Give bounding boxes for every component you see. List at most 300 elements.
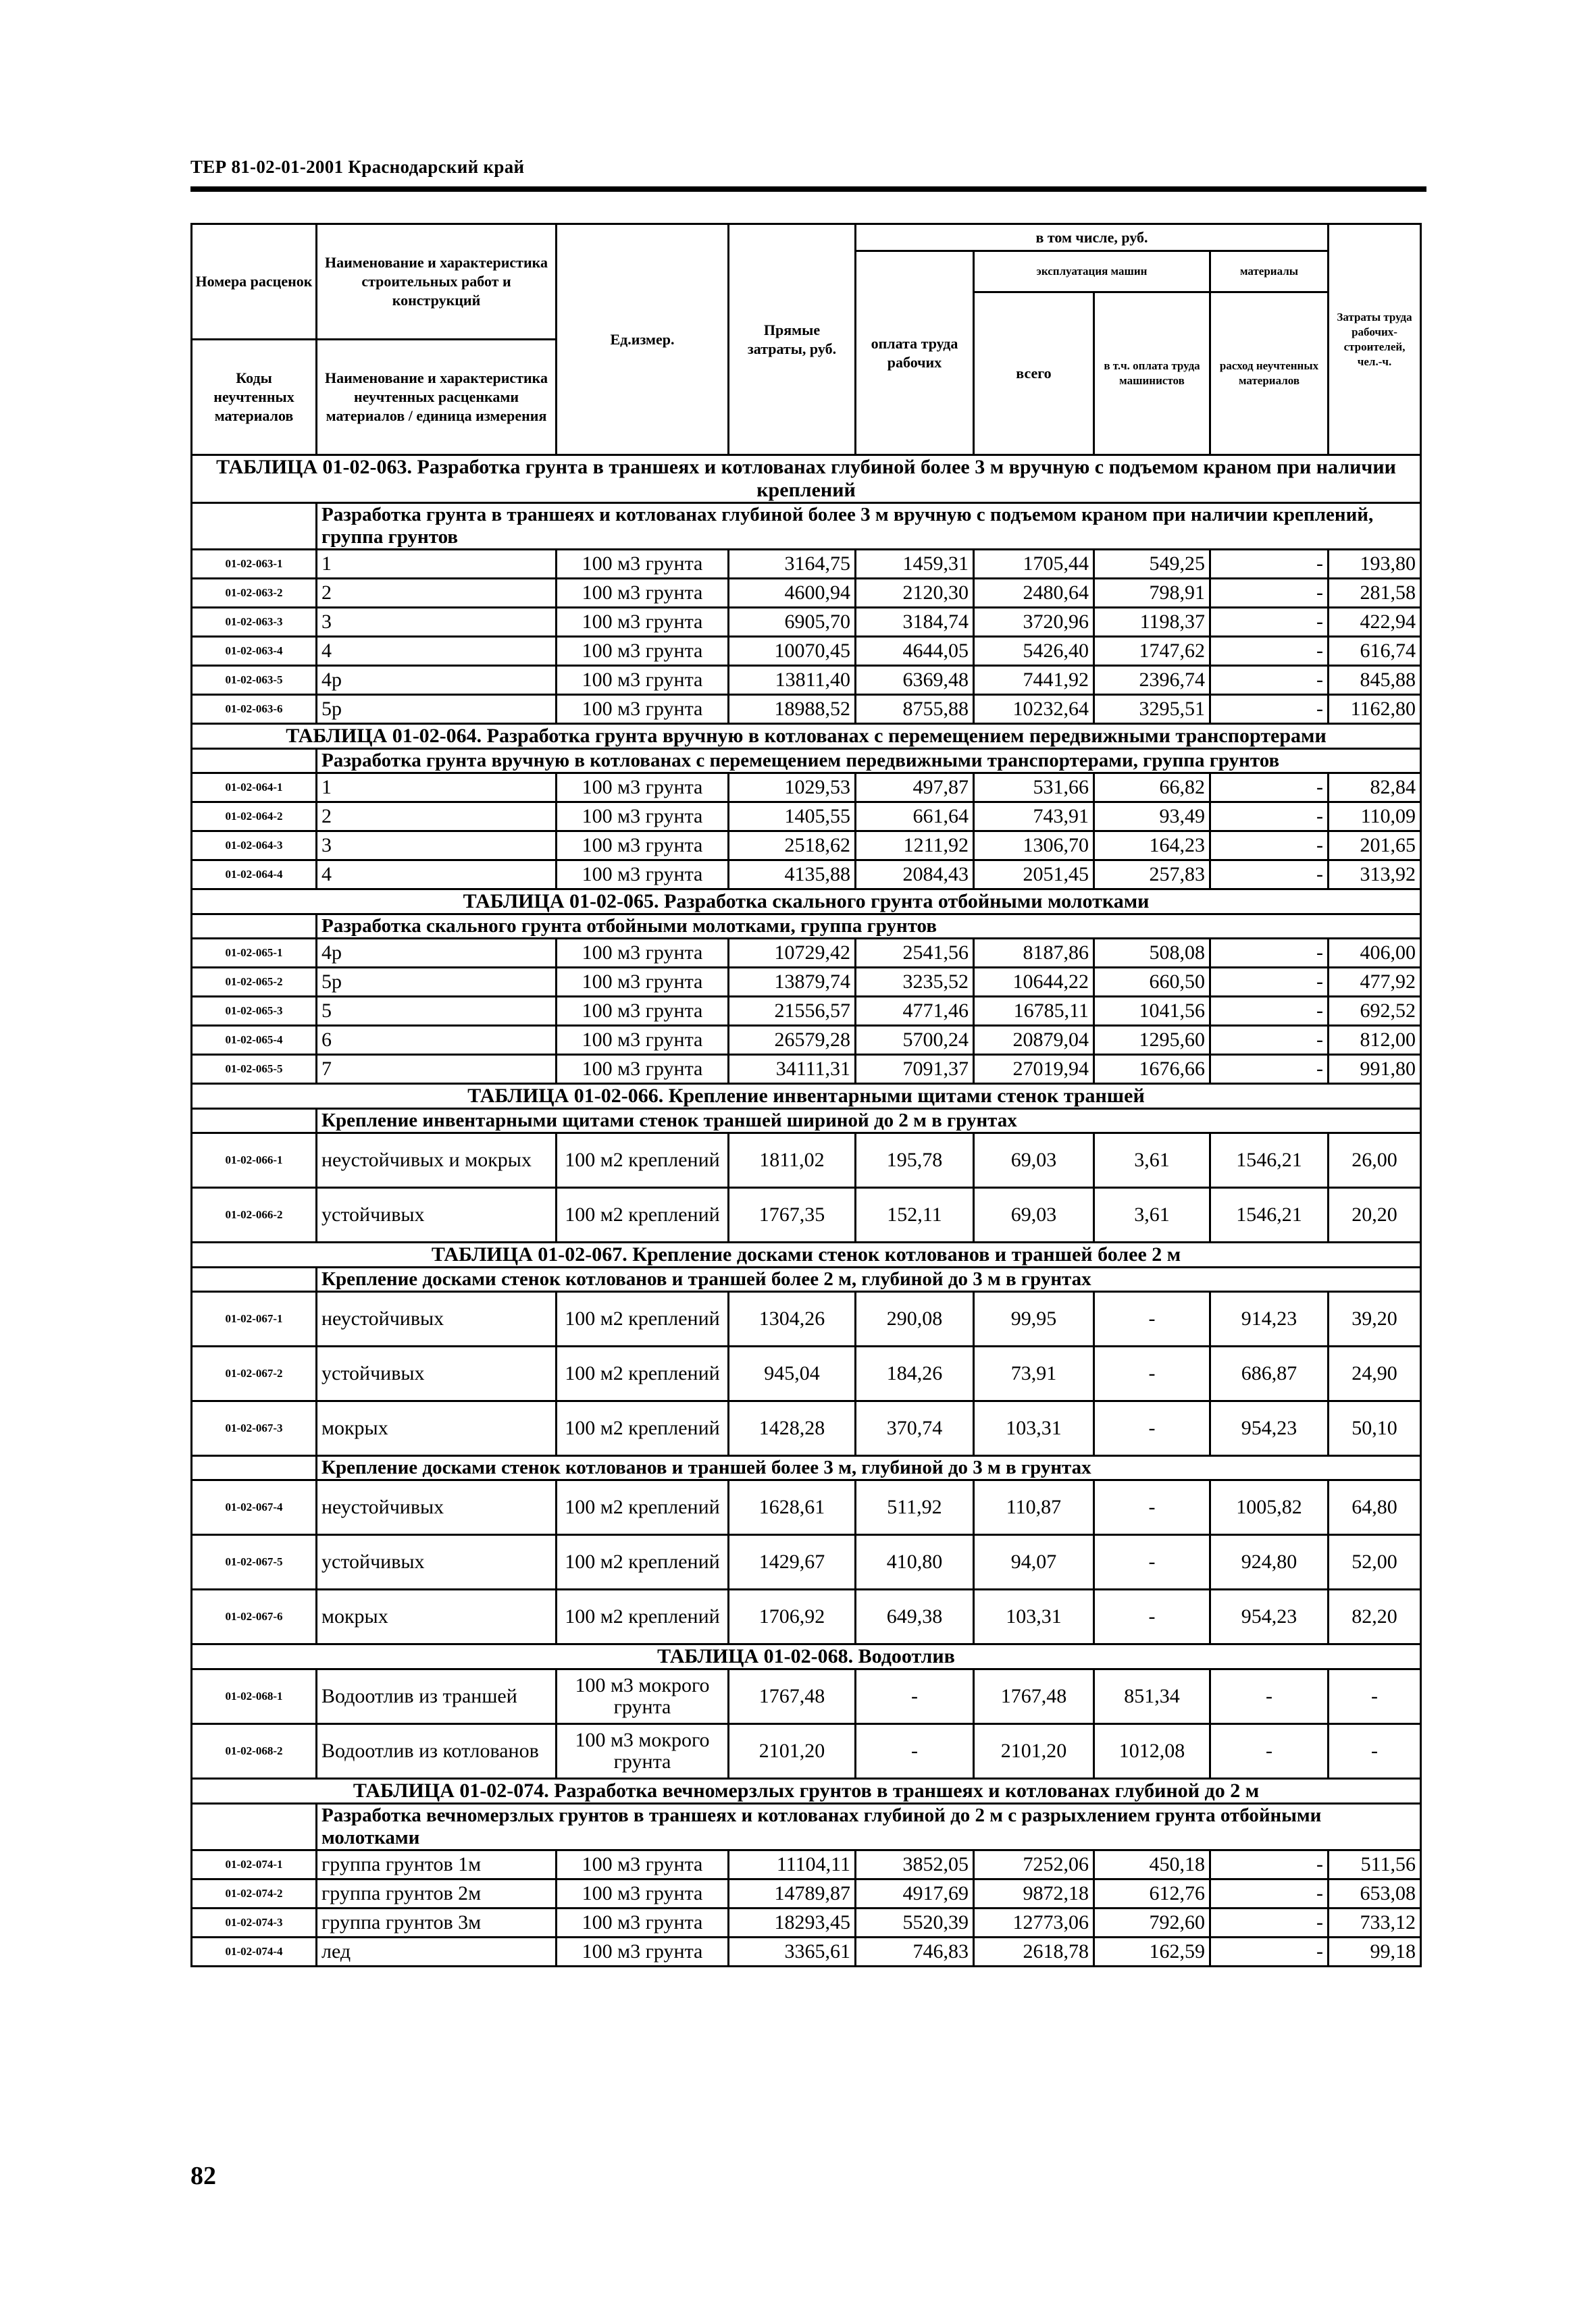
machine-total: 16785,11 [974,997,1094,1026]
table-section-title: ТАБЛИЦА 01-02-063. Разработка грунта в траншеях и котлованах глубиной более 3 м вручную с подъемом краном при наличии креплений [192,455,1421,503]
rates-table [190,223,1422,1967]
group-code-cell [192,1456,317,1480]
work-name: лед [317,1938,557,1967]
header-material-codes: Коды неучтенных материалов [192,340,317,455]
labor-hours: 422,94 [1329,608,1421,637]
table-section-title-row [192,1243,1421,1268]
machine-total: 5426,40 [974,637,1094,666]
labor-hours: 24,90 [1329,1347,1421,1401]
direct-costs: 945,04 [729,1347,856,1401]
machine-total: 99,95 [974,1292,1094,1347]
table-row [192,1026,1421,1055]
direct-costs: 4135,88 [729,860,856,889]
rate-code: 01-02-064-1 [192,773,317,802]
machine-total: 73,91 [974,1347,1094,1401]
materials-consumption: - [1210,1724,1329,1779]
labor-pay: 2120,30 [856,579,974,608]
rate-code: 01-02-065-2 [192,968,317,997]
materials-consumption: - [1210,1026,1329,1055]
direct-costs: 1304,26 [729,1292,856,1347]
labor-pay: 152,11 [856,1188,974,1243]
direct-costs: 21556,57 [729,997,856,1026]
work-name: 2 [317,579,557,608]
work-name: 4 [317,637,557,666]
unit-of-measure: 100 м3 грунта [557,1026,729,1055]
work-name: неустойчивых и мокрых [317,1133,557,1188]
labor-hours: 110,09 [1329,802,1421,831]
unit-of-measure: 100 м2 креплений [557,1292,729,1347]
machine-total: 103,31 [974,1401,1094,1456]
machine-labor: 1295,60 [1094,1026,1210,1055]
header-materials-consumption: расход неучтенных материалов [1210,292,1329,455]
materials-consumption: - [1210,997,1329,1026]
machine-labor: 549,25 [1094,550,1210,579]
materials-consumption: - [1210,773,1329,802]
direct-costs: 34111,31 [729,1055,856,1084]
header-machine-labor: в т.ч. оплата труда машинистов [1094,292,1210,455]
table-row [192,1188,1421,1243]
machine-total: 1705,44 [974,550,1094,579]
direct-costs: 1428,28 [729,1401,856,1456]
unit-of-measure: 100 м3 грунта [557,550,729,579]
direct-costs: 2518,62 [729,831,856,860]
labor-pay: 410,80 [856,1535,974,1590]
work-name: Водоотлив из траншей [317,1669,557,1724]
work-name: группа грунтов 2м [317,1879,557,1909]
machine-labor: - [1094,1590,1210,1644]
table-row [192,1669,1421,1724]
machine-total: 110,87 [974,1480,1094,1535]
header-unit: Ед.измер. [557,224,729,455]
machine-labor: - [1094,1535,1210,1590]
table-row [192,997,1421,1026]
machine-total: 2480,64 [974,579,1094,608]
table-row [192,773,1421,802]
labor-hours: 653,08 [1329,1879,1421,1909]
unit-of-measure: 100 м3 грунта [557,1909,729,1938]
machine-labor: 162,59 [1094,1938,1210,1967]
labor-pay: 4644,05 [856,637,974,666]
direct-costs: 1405,55 [729,802,856,831]
machine-labor: 3,61 [1094,1133,1210,1188]
machine-total: 94,07 [974,1535,1094,1590]
rate-code: 01-02-064-3 [192,831,317,860]
work-name: 6 [317,1026,557,1055]
unit-of-measure: 100 м3 грунта [557,637,729,666]
unit-of-measure: 100 м3 мокрого грунта [557,1669,729,1724]
work-name: 3 [317,608,557,637]
work-name: Водоотлив из котлованов [317,1724,557,1779]
table-row [192,1909,1421,1938]
labor-hours: - [1329,1669,1421,1724]
machine-labor: 851,34 [1094,1669,1210,1724]
unit-of-measure: 100 м3 грунта [557,939,729,968]
materials-consumption: 954,23 [1210,1401,1329,1456]
rate-code: 01-02-074-1 [192,1850,317,1879]
materials-consumption: - [1210,831,1329,860]
machine-total: 12773,06 [974,1909,1094,1938]
machine-labor: 257,83 [1094,860,1210,889]
machine-labor: 1676,66 [1094,1055,1210,1084]
group-title: Разработка вечномерзлых грунтов в траншеях и котлованах глубиной до 2 м с разрыхлением грунта отбойными молотками [317,1804,1421,1850]
labor-pay: 2541,56 [856,939,974,968]
labor-pay: - [856,1724,974,1779]
table-row [192,1724,1421,1779]
machine-total: 743,91 [974,802,1094,831]
labor-hours: 511,56 [1329,1850,1421,1879]
rate-code: 01-02-065-5 [192,1055,317,1084]
materials-consumption: - [1210,666,1329,695]
unit-of-measure: 100 м2 креплений [557,1590,729,1644]
work-name: устойчивых [317,1188,557,1243]
table-section-title-row [192,1644,1421,1669]
document-header: ТЕР 81-02-01-2001 Краснодарский край [190,157,525,177]
rate-code: 01-02-068-1 [192,1669,317,1724]
direct-costs: 11104,11 [729,1850,856,1879]
unit-of-measure: 100 м3 грунта [557,579,729,608]
labor-hours: 64,80 [1329,1480,1421,1535]
direct-costs: 1767,35 [729,1188,856,1243]
labor-pay: 8755,88 [856,695,974,724]
machine-labor: 164,23 [1094,831,1210,860]
rate-code: 01-02-067-5 [192,1535,317,1590]
unit-of-measure: 100 м3 грунта [557,1938,729,1967]
labor-pay: 2084,43 [856,860,974,889]
work-name: 2 [317,802,557,831]
group-title: Разработка скального грунта отбойными молотками, группа грунтов [317,914,1421,939]
machine-total: 69,03 [974,1133,1094,1188]
labor-pay: 649,38 [856,1590,974,1644]
labor-pay: 4771,46 [856,997,974,1026]
materials-consumption: - [1210,579,1329,608]
group-title-row [192,1456,1421,1480]
materials-consumption: - [1210,1850,1329,1879]
direct-costs: 2101,20 [729,1724,856,1779]
direct-costs: 13879,74 [729,968,856,997]
direct-costs: 3164,75 [729,550,856,579]
machine-total: 2051,45 [974,860,1094,889]
unit-of-measure: 100 м3 грунта [557,608,729,637]
rate-code: 01-02-063-2 [192,579,317,608]
unit-of-measure: 100 м3 грунта [557,1055,729,1084]
unit-of-measure: 100 м3 грунта [557,695,729,724]
rate-code: 01-02-074-4 [192,1938,317,1967]
work-name: устойчивых [317,1347,557,1401]
direct-costs: 18988,52 [729,695,856,724]
machine-labor: - [1094,1480,1210,1535]
labor-pay: 5520,39 [856,1909,974,1938]
labor-hours: 1162,80 [1329,695,1421,724]
labor-pay: 195,78 [856,1133,974,1188]
unit-of-measure: 100 м3 грунта [557,968,729,997]
materials-consumption: 914,23 [1210,1292,1329,1347]
table-section-title-row [192,1779,1421,1804]
machine-labor: 612,76 [1094,1879,1210,1909]
machine-labor: - [1094,1401,1210,1456]
labor-pay: 4917,69 [856,1879,974,1909]
machine-labor: 450,18 [1094,1850,1210,1879]
table-row [192,608,1421,637]
table-row [192,666,1421,695]
labor-pay: 3852,05 [856,1850,974,1879]
labor-pay: 746,83 [856,1938,974,1967]
table-row [192,695,1421,724]
machine-labor: 3295,51 [1094,695,1210,724]
work-name: неустойчивых [317,1292,557,1347]
direct-costs: 4600,94 [729,579,856,608]
table-row [192,1850,1421,1879]
unit-of-measure: 100 м3 грунта [557,773,729,802]
materials-consumption: - [1210,939,1329,968]
unit-of-measure: 100 м2 креплений [557,1535,729,1590]
unit-of-measure: 100 м3 грунта [557,1850,729,1879]
materials-consumption: - [1210,1879,1329,1909]
unit-of-measure: 100 м3 грунта [557,666,729,695]
unit-of-measure: 100 м2 креплений [557,1401,729,1456]
table-section-title: ТАБЛИЦА 01-02-065. Разработка скального грунта отбойными молотками [192,889,1421,914]
machine-labor: - [1094,1292,1210,1347]
table-row [192,1938,1421,1967]
rate-code: 01-02-066-1 [192,1133,317,1188]
labor-hours: - [1329,1724,1421,1779]
table-row [192,1292,1421,1347]
labor-hours: 845,88 [1329,666,1421,695]
table-row [192,579,1421,608]
table-row [192,802,1421,831]
materials-consumption: - [1210,1909,1329,1938]
table-section-title-row [192,1084,1421,1109]
work-name: 4р [317,939,557,968]
work-name: мокрых [317,1590,557,1644]
table-row [192,1347,1421,1401]
machine-total: 2101,20 [974,1724,1094,1779]
table-row [192,1535,1421,1590]
group-title: Крепление досками стенок котлованов и траншей более 3 м, глубиной до 3 м в грунтах [317,1456,1421,1480]
table-section-title-row [192,455,1421,503]
materials-consumption: - [1210,1055,1329,1084]
unit-of-measure: 100 м2 креплений [557,1188,729,1243]
table-row [192,831,1421,860]
labor-pay: 5700,24 [856,1026,974,1055]
direct-costs: 26579,28 [729,1026,856,1055]
materials-consumption: - [1210,608,1329,637]
unit-of-measure: 100 м3 грунта [557,802,729,831]
machine-total: 20879,04 [974,1026,1094,1055]
header-materials: материалы [1210,251,1329,292]
machine-labor: 792,60 [1094,1909,1210,1938]
materials-consumption: - [1210,802,1329,831]
header-work-name: Наименование и характеристика строительных работ и конструкций [317,224,557,340]
machine-labor: 1012,08 [1094,1724,1210,1779]
header-including: в том числе, руб. [856,224,1329,251]
machine-total: 69,03 [974,1188,1094,1243]
unit-of-measure: 100 м2 креплений [557,1347,729,1401]
group-title-row [192,1268,1421,1292]
header-rate-numbers: Номера расценок [192,224,317,340]
table-row [192,939,1421,968]
rate-code: 01-02-067-4 [192,1480,317,1535]
labor-hours: 193,80 [1329,550,1421,579]
machine-labor: - [1094,1347,1210,1401]
labor-pay: 511,92 [856,1480,974,1535]
labor-hours: 406,00 [1329,939,1421,968]
labor-hours: 733,12 [1329,1909,1421,1938]
labor-hours: 201,65 [1329,831,1421,860]
direct-costs: 3365,61 [729,1938,856,1967]
unit-of-measure: 100 м3 мокрого грунта [557,1724,729,1779]
labor-pay: - [856,1669,974,1724]
group-title: Крепление досками стенок котлованов и траншей более 2 м, глубиной до 3 м в грунтах [317,1268,1421,1292]
unit-of-measure: 100 м3 грунта [557,997,729,1026]
machine-total: 7252,06 [974,1850,1094,1879]
labor-pay: 290,08 [856,1292,974,1347]
table-section-title: ТАБЛИЦА 01-02-068. Водоотлив [192,1644,1421,1669]
direct-costs: 1706,92 [729,1590,856,1644]
labor-pay: 6369,48 [856,666,974,695]
group-code-cell [192,1268,317,1292]
machine-total: 103,31 [974,1590,1094,1644]
machine-total: 1767,48 [974,1669,1094,1724]
machine-labor: 508,08 [1094,939,1210,968]
direct-costs: 10729,42 [729,939,856,968]
table-head [192,224,1421,455]
work-name: группа грунтов 1м [317,1850,557,1879]
table-row [192,1055,1421,1084]
table-section-title: ТАБЛИЦА 01-02-066. Крепление инвентарными щитами стенок траншей [192,1084,1421,1109]
direct-costs: 1429,67 [729,1535,856,1590]
rate-code: 01-02-067-3 [192,1401,317,1456]
header-material-name: Наименование и характеристика неучтенных расценками материалов / единица измерения [317,340,557,455]
table-row [192,550,1421,579]
work-name: 7 [317,1055,557,1084]
materials-consumption: 954,23 [1210,1590,1329,1644]
materials-consumption: 1546,21 [1210,1133,1329,1188]
direct-costs: 1029,53 [729,773,856,802]
work-name: 5 [317,997,557,1026]
machine-labor: 798,91 [1094,579,1210,608]
machine-labor: 66,82 [1094,773,1210,802]
work-name: 4р [317,666,557,695]
labor-hours: 26,00 [1329,1133,1421,1188]
group-code-cell [192,1109,317,1133]
table-section-title-row [192,889,1421,914]
labor-pay: 7091,37 [856,1055,974,1084]
machine-total: 8187,86 [974,939,1094,968]
table-row [192,860,1421,889]
labor-pay: 661,64 [856,802,974,831]
machine-total: 10644,22 [974,968,1094,997]
labor-hours: 99,18 [1329,1938,1421,1967]
work-name: группа грунтов 3м [317,1909,557,1938]
table-row [192,1879,1421,1909]
labor-hours: 20,20 [1329,1188,1421,1243]
labor-pay: 184,26 [856,1347,974,1401]
machine-labor: 1198,37 [1094,608,1210,637]
direct-costs: 1628,61 [729,1480,856,1535]
labor-hours: 812,00 [1329,1026,1421,1055]
labor-hours: 50,10 [1329,1401,1421,1456]
materials-consumption: 1005,82 [1210,1480,1329,1535]
unit-of-measure: 100 м3 грунта [557,860,729,889]
table-body [192,455,1421,1967]
machine-labor: 2396,74 [1094,666,1210,695]
rate-code: 01-02-066-2 [192,1188,317,1243]
rate-code: 01-02-074-2 [192,1879,317,1909]
group-title-row [192,749,1421,773]
materials-consumption: - [1210,637,1329,666]
materials-consumption: - [1210,1669,1329,1724]
rate-code: 01-02-074-3 [192,1909,317,1938]
materials-consumption: - [1210,968,1329,997]
direct-costs: 18293,45 [729,1909,856,1938]
work-name: неустойчивых [317,1480,557,1535]
work-name: 5р [317,695,557,724]
header-machine-total: всего [974,292,1094,455]
table-row [192,1480,1421,1535]
labor-hours: 692,52 [1329,997,1421,1026]
table-row [192,1590,1421,1644]
header-labor-costs: Затраты труда рабочих-строителей, чел.-ч. [1329,224,1421,455]
rate-code: 01-02-065-1 [192,939,317,968]
rate-code: 01-02-067-2 [192,1347,317,1401]
work-name: 5р [317,968,557,997]
labor-hours: 39,20 [1329,1292,1421,1347]
header-machine-operation: эксплуатация машин [974,251,1210,292]
labor-pay: 1459,31 [856,550,974,579]
group-title: Крепление инвентарными щитами стенок траншей шириной до 2 м в грунтах [317,1109,1421,1133]
table-row [192,968,1421,997]
machine-labor: 660,50 [1094,968,1210,997]
page-number: 82 [190,2162,216,2190]
direct-costs: 10070,45 [729,637,856,666]
group-title-row [192,1109,1421,1133]
rate-code: 01-02-068-2 [192,1724,317,1779]
rate-code: 01-02-064-2 [192,802,317,831]
labor-hours: 52,00 [1329,1535,1421,1590]
rate-code: 01-02-067-6 [192,1590,317,1644]
labor-hours: 281,58 [1329,579,1421,608]
group-code-cell [192,749,317,773]
direct-costs: 1811,02 [729,1133,856,1188]
work-name: устойчивых [317,1535,557,1590]
work-name: 1 [317,773,557,802]
unit-of-measure: 100 м3 грунта [557,1879,729,1909]
machine-total: 7441,92 [974,666,1094,695]
rate-code: 01-02-065-3 [192,997,317,1026]
rate-code: 01-02-064-4 [192,860,317,889]
table-section-title: ТАБЛИЦА 01-02-074. Разработка вечномерзлых грунтов в траншеях и котлованах глубиной до 2 м [192,1779,1421,1804]
direct-costs: 14789,87 [729,1879,856,1909]
group-code-cell [192,1804,317,1850]
unit-of-measure: 100 м3 грунта [557,831,729,860]
labor-pay: 497,87 [856,773,974,802]
machine-labor: 93,49 [1094,802,1210,831]
direct-costs: 6905,70 [729,608,856,637]
table-row [192,637,1421,666]
labor-hours: 313,92 [1329,860,1421,889]
direct-costs: 1767,48 [729,1669,856,1724]
machine-total: 2618,78 [974,1938,1094,1967]
unit-of-measure: 100 м2 креплений [557,1133,729,1188]
group-title: Разработка грунта в траншеях и котлованах глубиной более 3 м вручную с подъемом краном при наличии креплений, группа грунтов [317,503,1421,550]
table-section-title: ТАБЛИЦА 01-02-064. Разработка грунта вручную в котлованах с перемещением передвижными транспортерами [192,724,1421,749]
labor-hours: 82,20 [1329,1590,1421,1644]
rate-code: 01-02-063-5 [192,666,317,695]
group-title: Разработка грунта вручную в котлованах с перемещением передвижными транспортерами, группа грунтов [317,749,1421,773]
rate-code: 01-02-065-4 [192,1026,317,1055]
materials-consumption: - [1210,1938,1329,1967]
labor-hours: 616,74 [1329,637,1421,666]
